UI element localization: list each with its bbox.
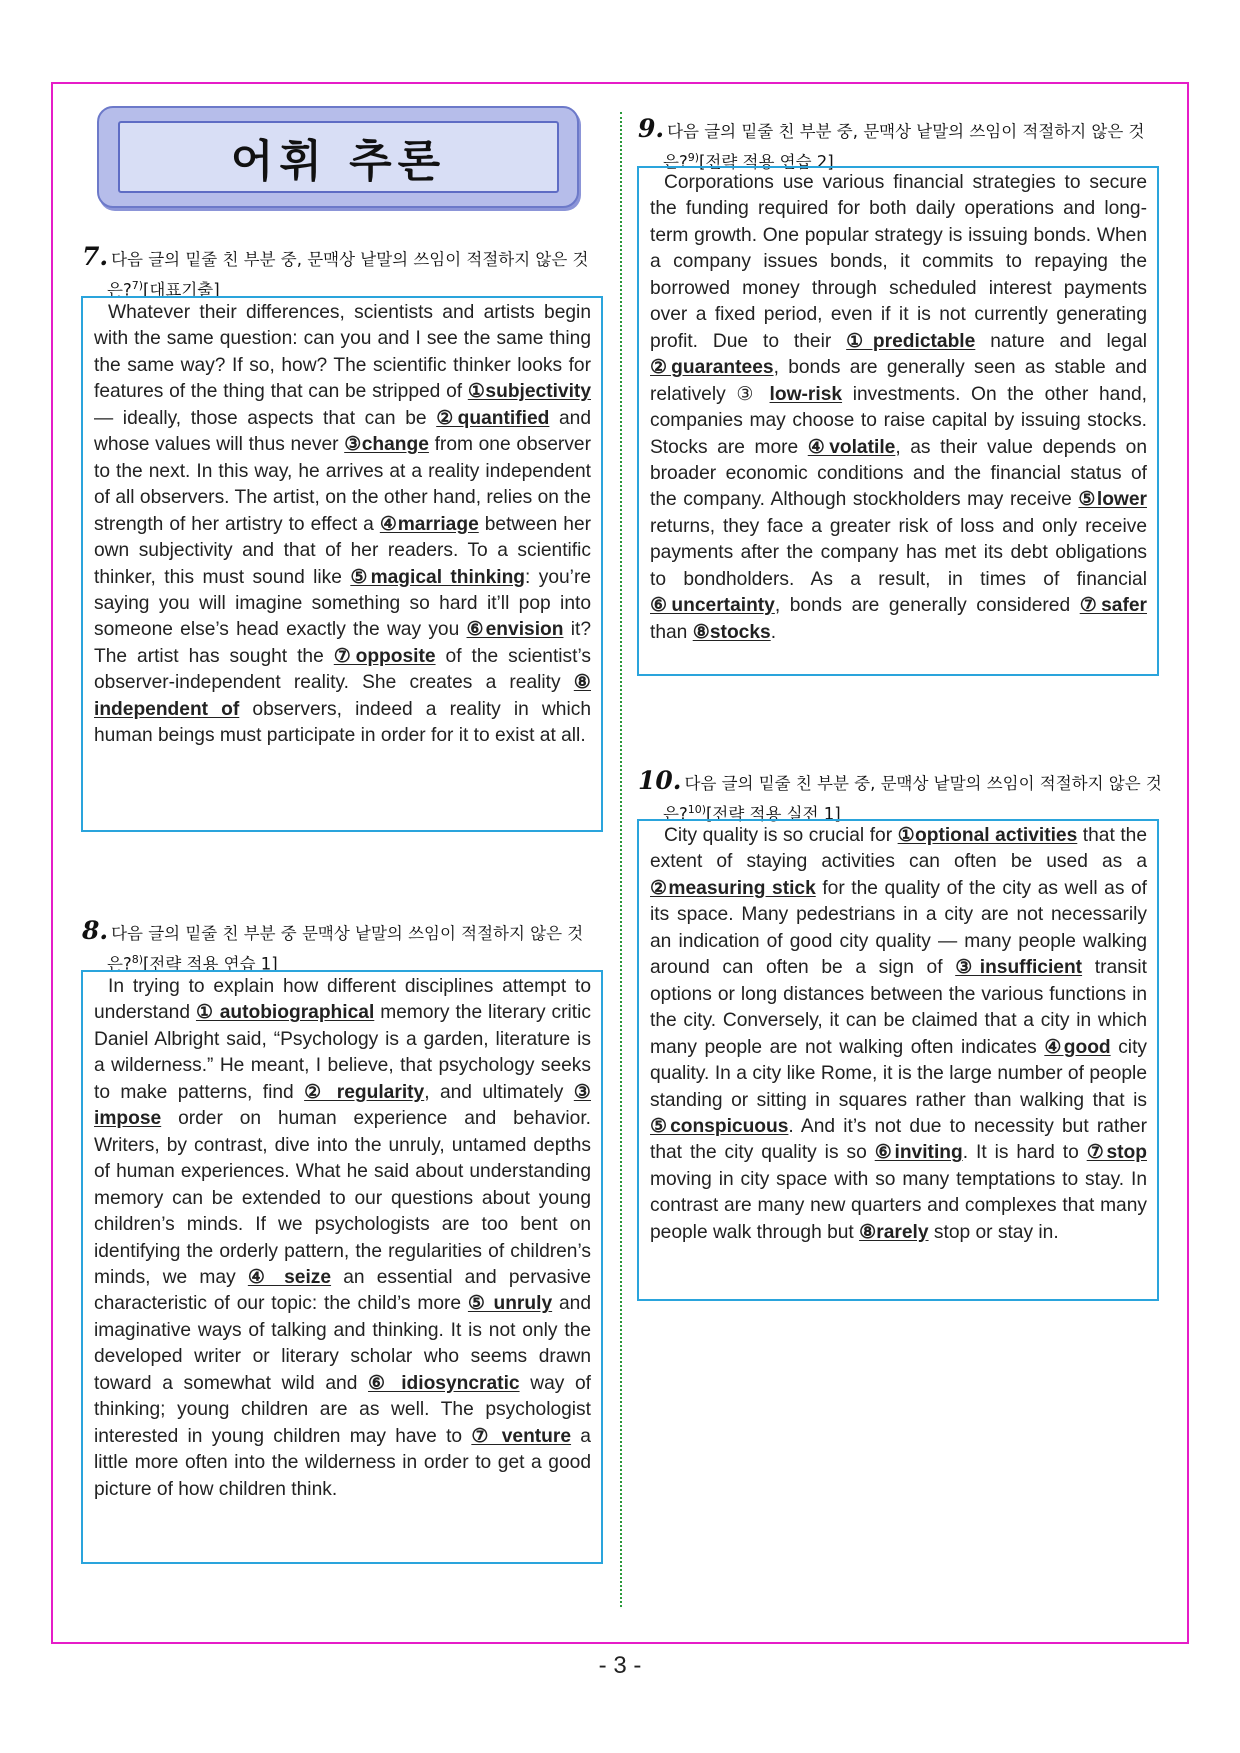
question-number: 8. xyxy=(82,916,109,945)
underlined-choice: ② regularity xyxy=(304,1081,425,1103)
question-9-passage xyxy=(637,166,1159,676)
underlined-choice: ① autobiographical xyxy=(195,1002,375,1024)
underlined-choice: ⑤magical thinking xyxy=(350,566,526,588)
question-prompt-end: 은? xyxy=(663,152,688,172)
passage-text: In trying to explain how different disciplines attempt to understand ① autobiographical memory the literary critic Daniel Albright said, “Psychology is a garden, literature is a wilderness.” He meant, I believe, that psychology seeks to make patterns, find ② regularity, and ultimately ③ impose order on human experience and behavior. Writers, by contrast, dive into the unruly, untamed depths of human experiences. What he said about understanding memory can be extended to our questions about young children’s minds. If we psychologists are too bent on identifying the orderly pattern, the regularities of children’s minds, we may ④ seize an essential and pervasive characteristic of our topic: the child’s more ⑤ unruly and imaginative ways of talking and thinking. It is not only the developed writer or literary scholar who seems drawn toward a somewhat wild and ⑥ idiosyncratic way of thinking; young children are as well. The psychologist interested in young children may have to ⑦ venture a little more often into the wilderness in order to get a good picture of how children think. xyxy=(94,976,591,1500)
question-prompt-end: 은? xyxy=(107,954,132,974)
question-source: [대표기출] xyxy=(143,280,220,300)
question-prompt-end: 은? xyxy=(663,804,688,824)
underlined-choice: ⑦ venture xyxy=(471,1425,572,1447)
underlined-choice: ①subjectivity xyxy=(467,381,591,403)
footnote-marker: 10) xyxy=(687,803,706,816)
underlined-choice: ②measuring stick xyxy=(650,877,816,899)
underlined-choice: ①predictable xyxy=(846,330,976,352)
underlined-choice: ①optional activities xyxy=(897,825,1078,846)
underlined-choice: ③insufficient xyxy=(955,957,1083,979)
question-prompt: 다음 글의 밑줄 친 부분 중, 문맥상 낱말의 쓰임이 적절하지 않은 것 xyxy=(111,250,589,269)
underlined-choice: ⑤conspicuous xyxy=(650,1115,789,1137)
question-prompt: 다음 글의 밑줄 친 부분 중, 문맥상 낱말의 쓰임이 적절하지 않은 것 xyxy=(667,122,1145,141)
underlined-choice: ⑦opposite xyxy=(333,645,436,667)
underlined-choice: ⑧rarely xyxy=(859,1221,929,1243)
footnote-marker: 9) xyxy=(687,151,699,164)
underlined-choice: ③change xyxy=(344,434,429,456)
question-7-header xyxy=(82,244,606,304)
underlined-choice: ⑥ idiosyncratic xyxy=(368,1372,520,1394)
underlined-choice: ⑧stocks xyxy=(692,621,771,643)
passage-text: City quality is so crucial for ①optional activities that the extent of staying activities can often be used as a ②measuring stick for the quality of the city as well as of its space. Many pedestrians in a city are not necessarily an indication of good city quality — many people walking around can often be a sign of ③insufficient transit options or long distances between the various functions in the city. Conversely, it can be claimed that a city in which many people are not walking often indicates ④good city quality. In a city like Rome, it is the large number of people standing or sitting in squares rather than walking that is ⑤conspicuous. And it’s not due to necessity but rather that the city quality is so ⑥inviting. It is hard to ⑦stop moving in city space with so many temptations to stay. In contrast are many new quarters and complexes that many people walk through but ⑧rarely stop or stay in. xyxy=(650,825,1148,1243)
underlined-choice: ⑤ unruly xyxy=(467,1293,553,1315)
question-10-passage xyxy=(637,819,1159,1301)
question-source: [전략 적용 실전 1] xyxy=(706,804,841,824)
underlined-choice: ③ impose xyxy=(94,1081,591,1130)
question-8-passage xyxy=(81,970,603,1564)
page-number: - 3 - xyxy=(598,1652,642,1679)
underlined-choice: ⑥envision xyxy=(466,619,564,641)
question-8-header xyxy=(82,918,606,978)
footnote-marker: 7) xyxy=(131,279,143,292)
passage-text: Whatever their differences, scientists and artists begin with the same question: can you and I see the same thing the same way? If so, how? The scientific thinker looks for features of the thing that can be stripped of ①subjectivity — ideally, those aspects that can be ②quantified and whose values will thus never ③change from one observer to the next. In this way, he arrives at a reality independent of all observers. The artist, on the other hand, relies on the strength of her artistry to effect a ④marriage between her own subjectivity and that of her readers. To a scientific thinker, this must sound like ⑤magical thinking: you’re saying you will imagine something so hard it’ll pop into someone else’s head exactly the way you ⑥envision it? The artist has sought the ⑦opposite of the scientist’s observer-independent reality. She creates a reality ⑧ independent of observers, indeed a reality in which human beings must participate in order for it to exist at all. xyxy=(94,302,592,747)
question-number: 9. xyxy=(638,114,665,143)
underlined-choice: ⑦safer xyxy=(1079,595,1147,617)
section-title-banner xyxy=(97,106,579,208)
section-title-plate xyxy=(118,121,559,193)
underlined-choice: ④volatile xyxy=(807,436,896,458)
underlined-choice: ⑧ independent of xyxy=(94,672,591,720)
underlined-choice: ②guarantees xyxy=(650,357,774,379)
underlined-choice: ④good xyxy=(1044,1036,1111,1058)
question-source: [전략 적용 연습 2] xyxy=(699,152,834,172)
question-source: [전략 적용 연습 1] xyxy=(143,954,278,974)
passage-text: Corporations use various financial strategies to secure the funding required for both daily operations and long-term growth. One popular strategy is issuing bonds. When a company issues bonds, it commits to repaying the borrowed money through scheduled interest payments over a fixed period, even if it is not currently generating profit. Due to their ①predictable nature and legal ②guarantees, bonds are generally seen as stable and relatively ③ low-risk investments. On the other hand, companies may choose to raise capital by issuing stocks. Stocks are more ④volatile, as their value depends on broader economic conditions and the financial status of the company. Although stockholders may receive ⑤lower returns, they face a greater risk of loss and only receive payments after the company has met its debt obligations to bondholders. As a result, in times of financial ⑥uncertainty, bonds are generally considered ⑦safer than ⑧stocks. xyxy=(650,172,1148,643)
underlined-choice: ⑥inviting xyxy=(874,1142,963,1164)
underlined-choice: ⑤lower xyxy=(1078,489,1147,511)
underlined-choice: low-risk xyxy=(769,383,843,405)
question-7-passage xyxy=(81,296,603,832)
underlined-choice: ⑦stop xyxy=(1086,1142,1147,1164)
underlined-choice: ⑥uncertainty xyxy=(650,595,775,617)
question-prompt: 다음 글의 밑줄 친 부분 중, 문맥상 낱말의 쓰임이 적절하지 않은 것 xyxy=(684,774,1162,793)
underlined-choice: ④marriage xyxy=(379,513,479,535)
question-prompt-end: 은? xyxy=(107,280,132,300)
question-number: 7. xyxy=(82,242,109,271)
underlined-choice: ④ seize xyxy=(247,1266,332,1288)
column-divider xyxy=(620,112,622,1607)
section-title: 어휘 추론 xyxy=(230,136,447,187)
underlined-choice: ②quantified xyxy=(436,407,550,429)
question-prompt: 다음 글의 밑줄 친 부분 중 문맥상 낱말의 쓰임이 적절하지 않은 것 xyxy=(111,924,584,943)
footnote-marker: 8) xyxy=(131,953,143,966)
question-number: 10. xyxy=(638,766,682,795)
